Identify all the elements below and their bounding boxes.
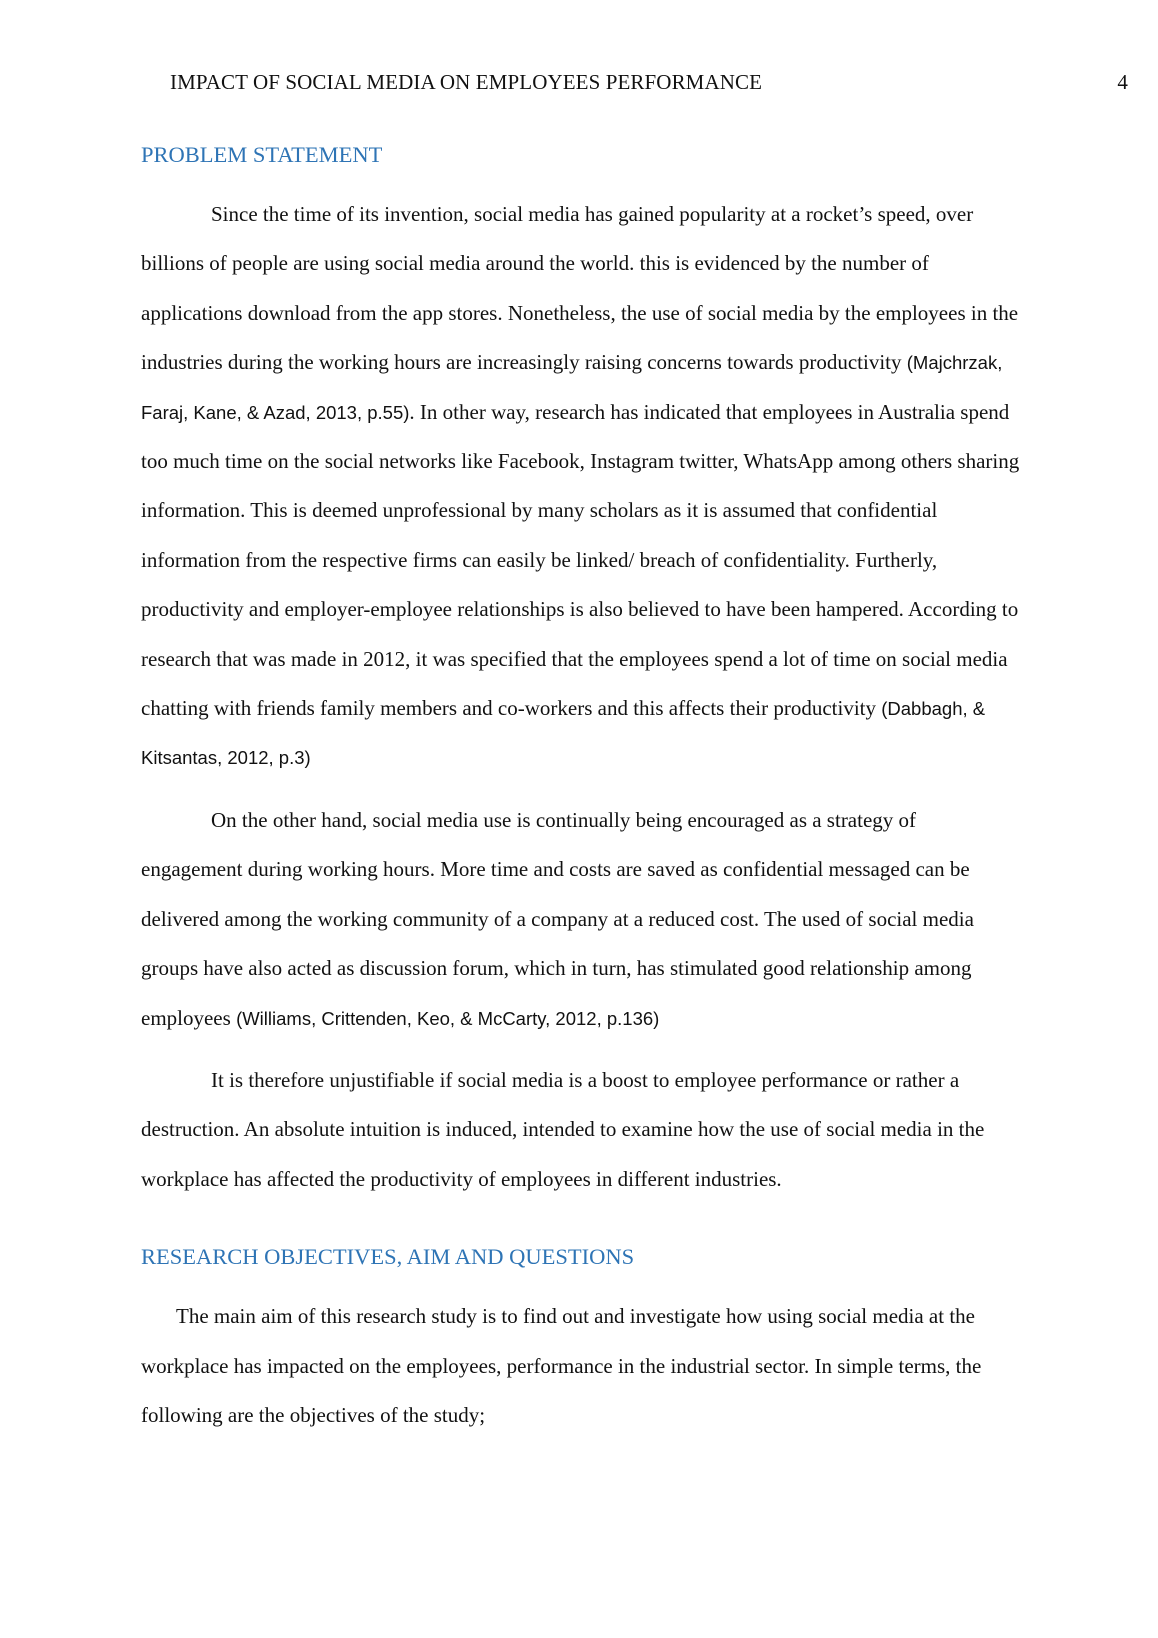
page-number	[1018, 68, 1138, 96]
citation: (Dabbagh, & Kitsantas, 2012, p.3)	[141, 698, 986, 769]
paragraph-text: Since the time of its invention, social media has gained popularity at a rocket’s speed, over billions of people are using social media around the world. this is evidenced by the number of applications download from the app stores. Nonetheless, the use of social media by the employees in the industries during the working hours are increasingly raising concerns towards productivity	[141, 202, 1019, 375]
running-head	[170, 68, 1128, 96]
paragraph-problem-3	[141, 1056, 1021, 1204]
paragraph-research-aim	[141, 1292, 1021, 1440]
citation: (Majchrzak, Faraj, Kane, & Azad, 2013, p.55)	[141, 352, 1003, 423]
paragraph-text: It is therefore unjustifiable if social media is a boost to employee performance or rather a destruction. An absolute intuition is induced, intended to examine how the use of social media in the workplace has affected the productivity of employees in different industries.	[141, 1067, 985, 1191]
document-body	[141, 136, 1021, 1440]
citation: (Williams, Crittenden, Keo, & McCarty, 2012, p.136)	[236, 1007, 660, 1029]
section-heading-research-objectives: RESEARCH OBJECTIVES, AIM AND QUESTIONS	[141, 1244, 635, 1270]
paragraph-text: . In other way, research has indicated that employees in Australia spend too much time on the social networks like Facebook, Instagram twitter, WhatsApp among others sharing information. This is deemed unprofessional by many scholars as it is assumed that confidential information from the respective firms can easily be linked/ breach of confidentiality. Furtherly, productivity and employer-employee relationships is also believed to have been hampered. According to research that was made in 2012, it was specified that the employees spend a lot of time on social media chatting with friends family members and co-workers and this affects their productivity	[141, 399, 1020, 721]
paragraph-text: On the other hand, social media use is continually being encouraged as a strategy of engagement during working hours. More time and costs are saved as confidential messaged can be delivered among the working community of a company at a reduced cost. The used of social media groups have also acted as discussion forum, which in turn, has stimulated good relationship among employees	[141, 807, 974, 1030]
paragraph-text: The main aim of this research study is to find out and investigate how using social media at the workplace has impacted on the employees, performance in the industrial sector. In simple terms, the following are the objectives of the study;	[141, 1304, 982, 1427]
page-number-value: 4	[1117, 70, 1128, 94]
paragraph-problem-2	[141, 796, 1021, 1043]
running-head-title: IMPACT OF SOCIAL MEDIA ON EMPLOYEES PERFORMANCE	[170, 70, 763, 94]
section-heading-problem-statement: PROBLEM STATEMENT	[141, 142, 383, 167]
paragraph-problem-1	[141, 190, 1021, 783]
